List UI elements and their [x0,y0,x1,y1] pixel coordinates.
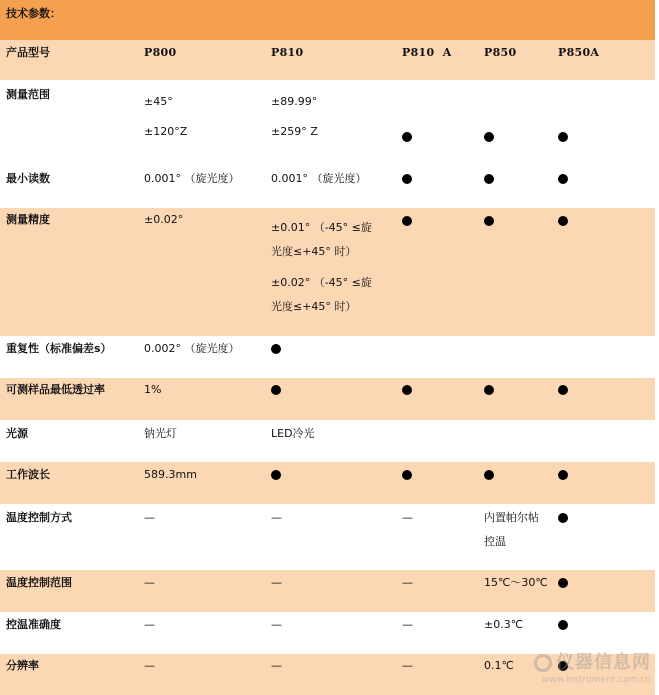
row-label: 最小读数 [6,172,50,185]
cell-value: — [144,618,155,631]
bullet-dot [558,470,568,480]
bullet-dot [558,620,568,630]
cell-value: ±0.01° （-45° ≤旋 [271,221,372,234]
bullet-dot [558,578,568,588]
row-label: 光源 [6,427,28,440]
bullet-dot [402,216,412,226]
cell-value: 0.001° （旋光度） [144,172,240,185]
watermark-logo [534,648,651,685]
bullet-dot [271,470,281,480]
model-p800: P800 [144,46,177,59]
cell-value: LED冷光 [271,427,315,440]
table-row-repeatability [0,336,655,378]
cell-value: — [402,576,413,589]
row-label: 工作波长 [6,468,50,481]
bullet-dot [558,174,568,184]
watermark-name: 仪器信息网 [556,652,651,673]
cell-value: 589.3mm [144,468,197,481]
row-label: 可测样品最低透过率 [6,383,105,396]
table-row-temp-method [0,504,655,570]
row-label: 测量精度 [6,213,50,226]
cell-value: — [144,659,155,672]
table-row-transmittance [0,378,655,420]
cell-value: — [402,659,413,672]
table-row-light-source [0,420,655,462]
bullet-dot [484,216,494,226]
cell-value: 内置帕尔帖 [484,511,539,524]
cell-value: 15℃～30℃ [484,576,548,589]
model-p810: P810 [271,46,304,59]
row-label: 控温准确度 [6,618,61,631]
table-row-range [0,80,655,162]
cell-value: — [144,576,155,589]
cell-value: 钠光灯 [144,427,177,440]
bullet-dot [484,132,494,142]
cell-value: 控温 [484,535,506,548]
table-row-min-reading [0,162,655,208]
cell-value: ±0.3℃ [484,618,524,631]
watermark-url: www.instrument.com.cn [541,675,651,685]
bullet-dot [402,385,412,395]
bullet-dot [271,344,281,354]
cell-value: 0.001° （旋光度） [271,172,367,185]
table-row-wavelength [0,462,655,504]
cell-value: 1% [144,383,162,396]
cell-value: ±120°Z [144,125,188,138]
section-title: 技术参数： [6,7,61,20]
cell-value: — [271,659,282,672]
bullet-dot [484,470,494,480]
bullet-dot [484,174,494,184]
table-row-temp-range [0,570,655,612]
bullet-dot [271,385,281,395]
cell-value: — [402,618,413,631]
bullet-dot [558,513,568,523]
bullet-dot [402,470,412,480]
bullet-dot [402,174,412,184]
row-label: 重复性（标准偏差s） [6,342,112,355]
model-p850a: P850A [558,46,600,59]
cell-value: ±0.02° [144,213,184,226]
cell-value: 光度≤+45° 时） [271,300,357,313]
bullet-dot [402,132,412,142]
cell-value: — [271,618,282,631]
cell-value: ±89.99° [271,95,318,108]
cell-value: ±0.02° （-45° ≤旋 [271,276,372,289]
cell-value: 0.1℃ [484,659,514,672]
cell-value: ±45° [144,95,173,108]
cell-value: — [271,576,282,589]
cell-value: — [144,511,155,524]
cell-value: — [402,511,413,524]
cell-value: 光度≤+45° 时） [271,245,357,258]
row-label: 测量范围 [6,88,50,101]
bullet-dot [558,385,568,395]
row-label: 产品型号 [6,46,50,59]
bullet-dot [558,216,568,226]
bullet-dot [484,385,494,395]
row-label: 温度控制范围 [6,576,72,589]
cell-value: 0.002° （旋光度） [144,342,240,355]
watermark-ring-icon [534,654,552,672]
bullet-dot [558,132,568,142]
table-row-model [0,40,655,80]
model-p850: P850 [484,46,517,59]
cell-value: ±259° Z [271,125,318,138]
table-row-accuracy [0,208,655,336]
cell-value: — [271,511,282,524]
row-label: 温度控制方式 [6,511,72,524]
section-header [0,0,659,40]
model-p810a: P810 A [402,46,452,59]
row-label: 分辨率 [6,659,39,672]
